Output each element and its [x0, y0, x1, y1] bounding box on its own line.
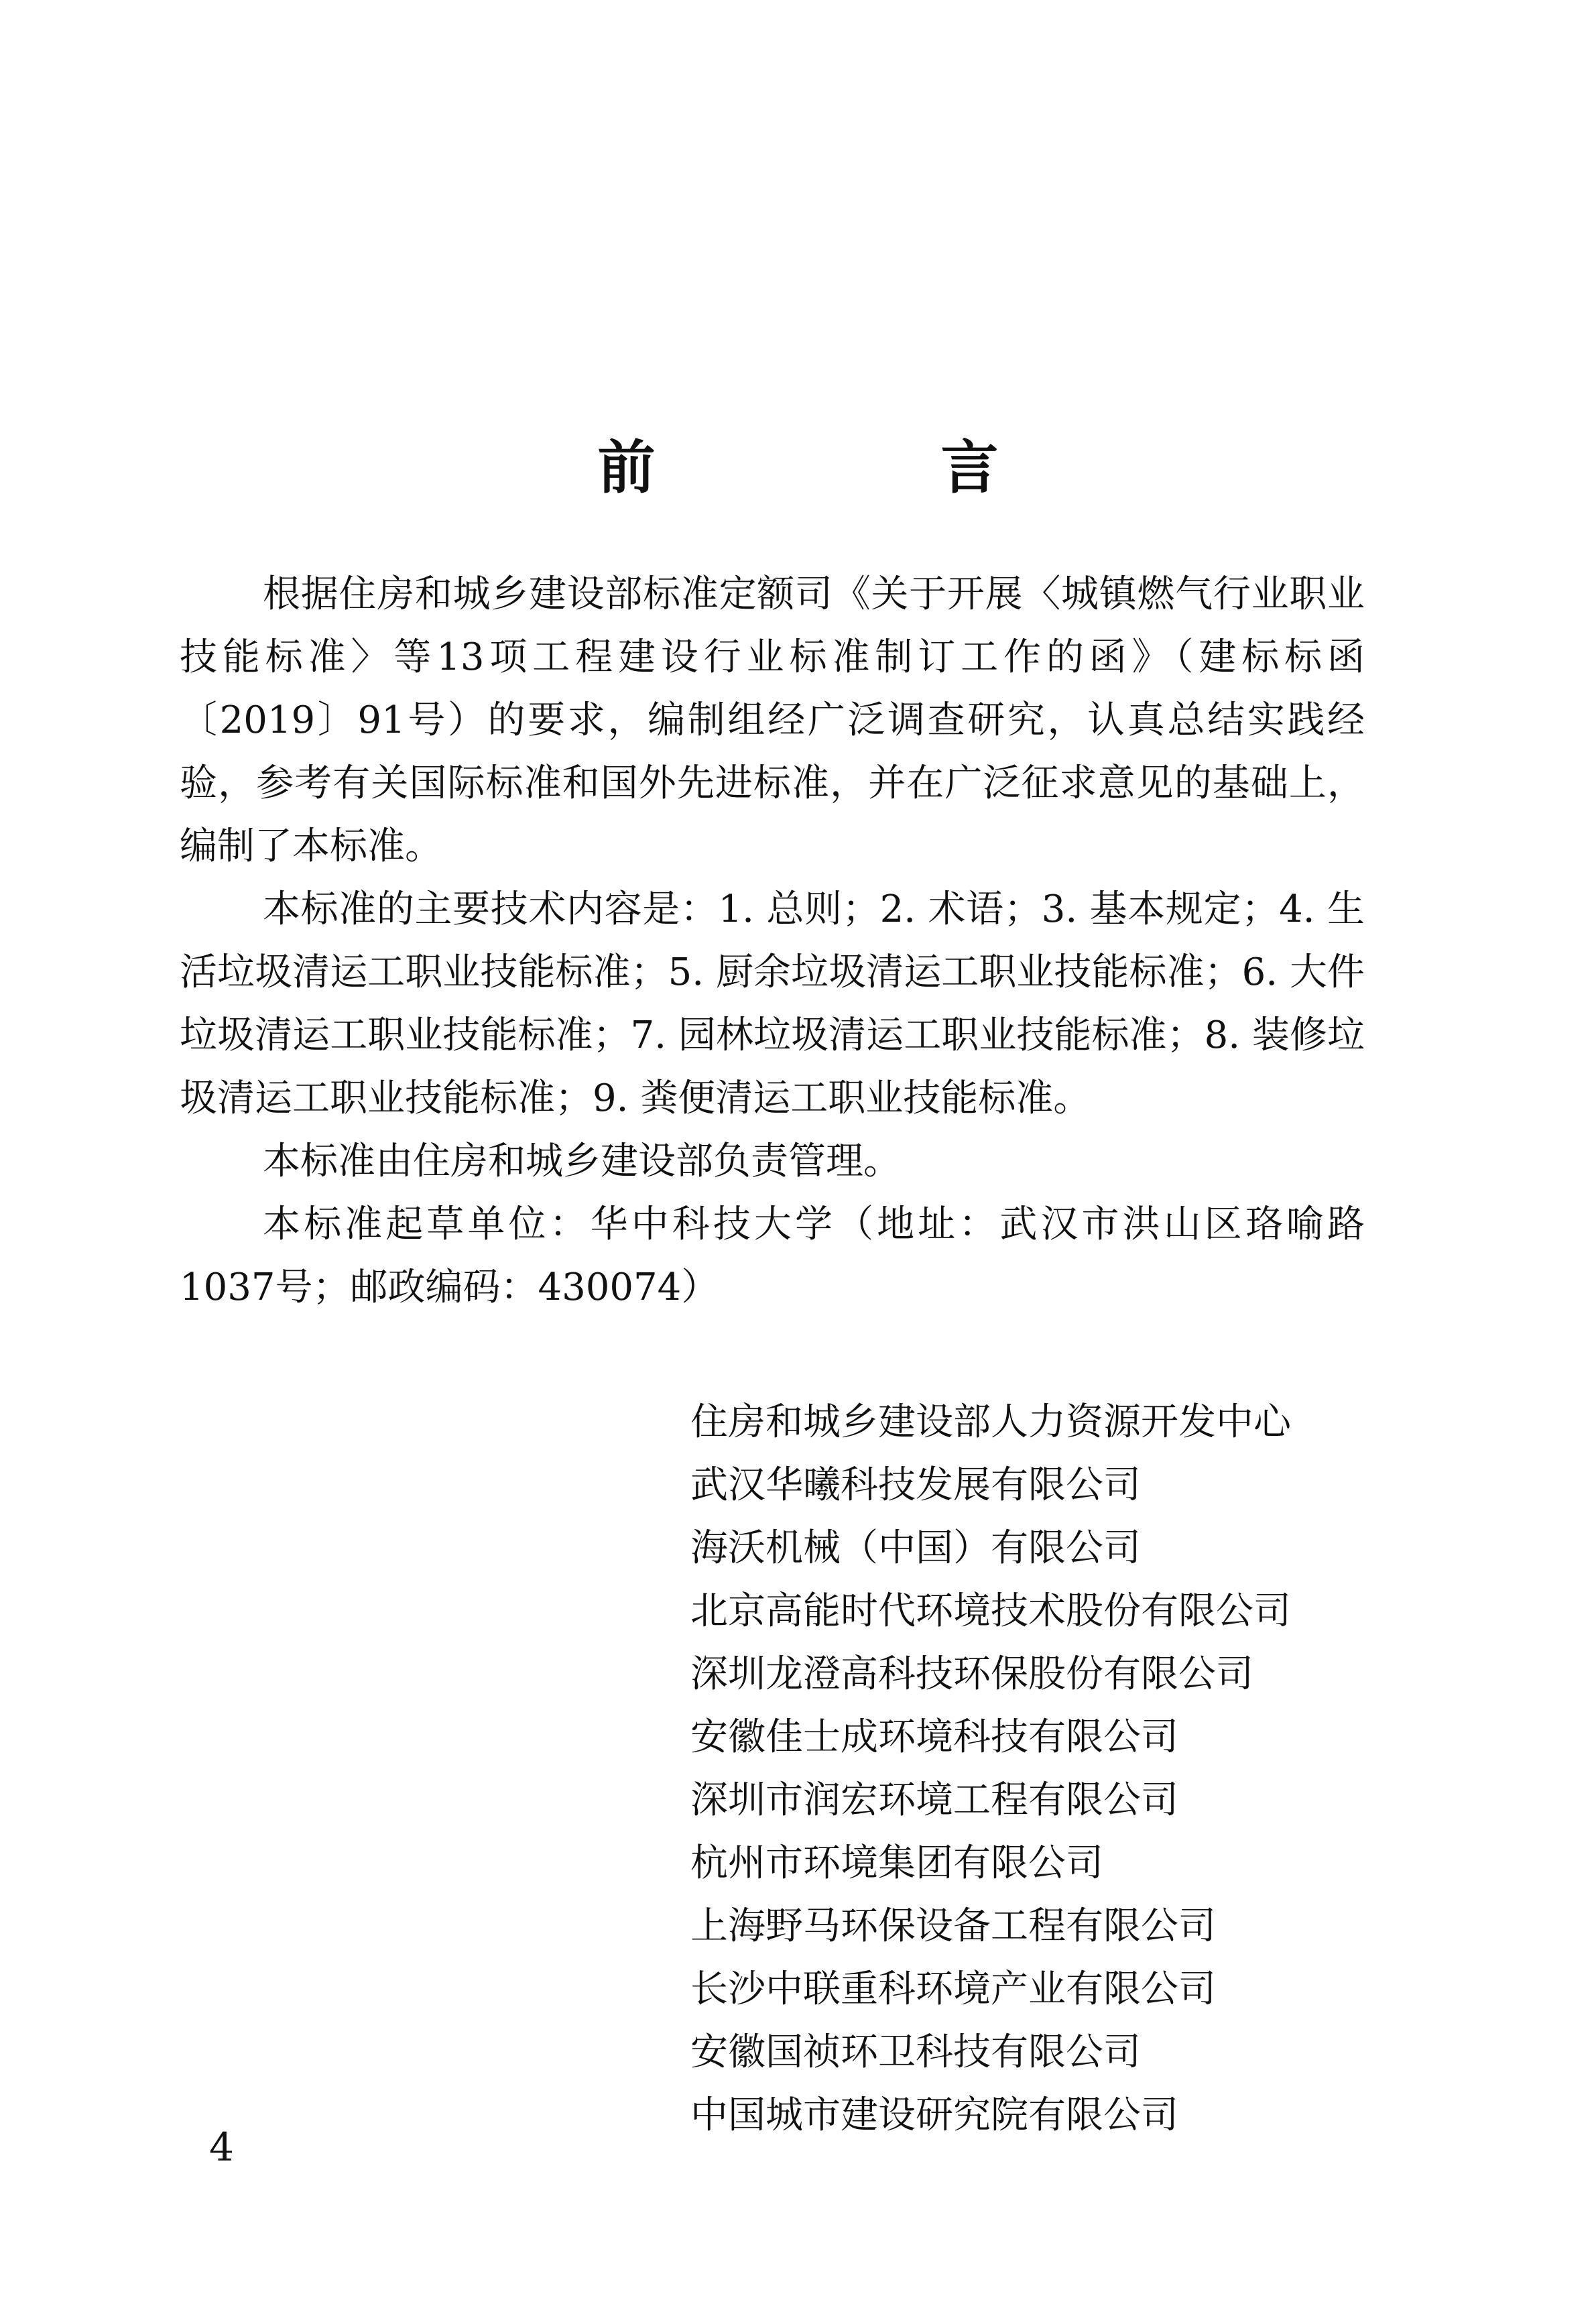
- list-item: 住房和城乡建设部人力资源开发中心: [690, 1400, 1291, 1444]
- list-item: 安徽佳士成环境科技有限公司: [690, 1715, 1178, 1759]
- list-item: 上海野马环保设备工程有限公司: [690, 1904, 1216, 1948]
- list-item: 北京高能时代环境技术股份有限公司: [690, 1589, 1291, 1633]
- list-item: 深圳市润宏环境工程有限公司: [690, 1778, 1178, 1822]
- list-item: 海沃机械（中国）有限公司: [690, 1526, 1141, 1570]
- list-item: 中国城市建设研究院有限公司: [690, 2093, 1178, 2137]
- organization-list: [690, 1391, 1291, 2147]
- preface-paragraph-contents: 本标准的主要技术内容是：1. 总则；2. 术语；3. 基本规定；4. 生活垃圾清运工职业技能标准；5. 厨余垃圾清运工职业技能标准；6. 大件垃圾清运工职业技能标准；7. 园林垃圾清运工职业技能标准；8. 装修垃圾清运工职业技能标准；9. 粪便清运工职业技能标准。: [180, 888, 1365, 1120]
- preface-paragraph-drafting-unit: 本标准起草单位：华中科技大学（地址：武汉市洪山区珞喻路1037号；邮政编码：430074）: [180, 1203, 1365, 1309]
- preface-paragraph-basis: 根据住房和城乡建设部标准定额司《关于开展〈城镇燃气行业职业技能标准〉等13项工程建设行业标准制订工作的函》（建标标函〔2019〕91号）的要求，编制组经广泛调查研究，认真总结实践经验，参考有关国际标准和国外先进标准，并在广泛征求意见的基础上，编制了本标准。: [180, 572, 1365, 868]
- preface-paragraph-management: 本标准由住房和城乡建设部负责管理。: [263, 1140, 901, 1183]
- list-item: 深圳龙澄高科技环保股份有限公司: [690, 1652, 1253, 1696]
- page-number: 4: [209, 2124, 234, 2170]
- list-item: 武汉华曦科技发展有限公司: [690, 1463, 1141, 1507]
- list-item: 长沙中联重科环境产业有限公司: [690, 1967, 1216, 2011]
- preface-body: [180, 563, 1365, 1319]
- page-title: 前 言: [597, 434, 1113, 501]
- list-item: 杭州市环境集团有限公司: [690, 1841, 1103, 1885]
- list-item: 安徽国祯环卫科技有限公司: [690, 2030, 1141, 2074]
